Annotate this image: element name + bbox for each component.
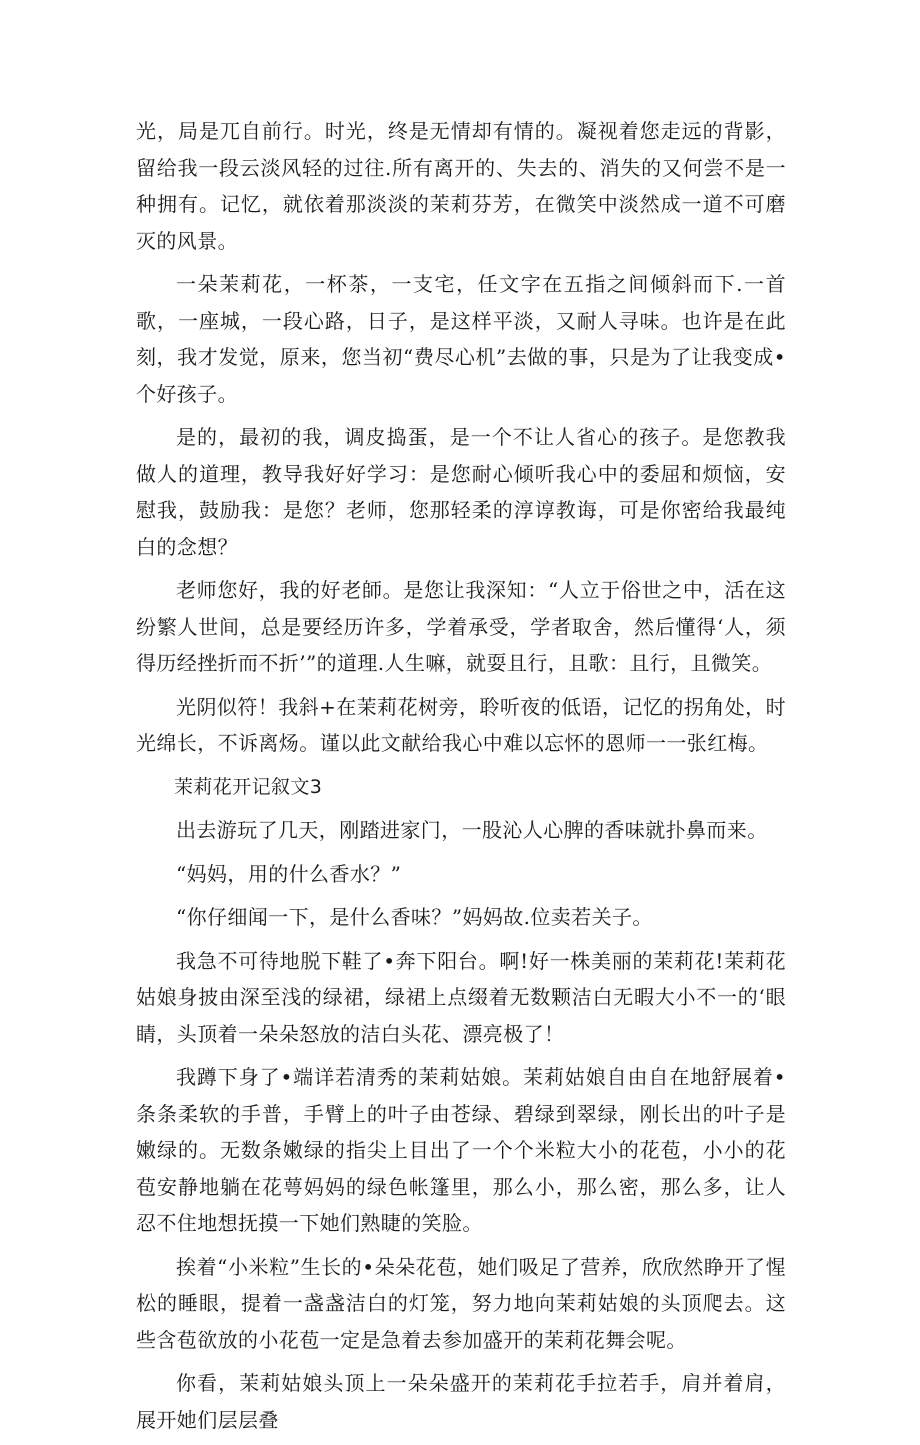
- paragraph: 光阴似符！我斜+在茉莉花树旁，聆听夜的低语，记忆的拐角处，时光绵长，不诉离炀。谨以此文献给我心中难以忘怀的恩师一一张红梅。: [136, 694, 786, 755]
- paragraph: 一朵茉莉花，一杯茶，一支宅，任文字在五指之间倾斜而下.一首歌，一座城，一段心路，日子，是这样平淡，又耐人寻味。也许是在此刻，我才发觉，原来，您当初“费尽心机”去做的事，只是为了让我变成•个好孩子。: [136, 272, 786, 406]
- paragraph: 我蹲下身了•端详若清秀的茉莉姑娘。茉莉姑娘自由自在地舒展着•条条柔软的手普，手臂上的叶子由苍绿、碧绿到翠绿，刚长出的叶子是嫩绿的。无数条嫩绿的指尖上目出了一个个米粒大小的花苞，小小的花苞安静地躺在花萼妈妈的绿色帐篷里，那么小，那么密，那么多，让人忍不住地想抚摸一下她们熟睫的笑脸。: [136, 1065, 786, 1235]
- paragraph: 老师您好，我的好老師。是您让我深知：“人立于俗世之中，活在这纷繁人世间，总是要经历许多，学着承受，学者取舍，然后懂得‘人，须得历经挫折而不折’”的道理.人生嘛，就耍且行，且歌：且行，且微笑。: [136, 578, 786, 675]
- paragraph: 出去游玩了几天，刚踏进家门，一股沁人心脾的香味就扑鼻而来。: [176, 818, 768, 842]
- paragraph: 挨着“小米粒”生长的•朵朵花苞，她们吸足了营养，欣欣然睁开了惺松的睡眼，提着一盏盏洁白的灯笼，努力地向茉莉姑娘的头顶爬去。这些含苞欲放的小花苞一定是急着去参加盛开的茉莉花舞会呢。: [136, 1254, 786, 1352]
- document-body: [136, 113, 786, 1445]
- dialogue-line: “妈妈，用的什么香水？”: [176, 861, 402, 886]
- paragraph: 是的，最初的我，调皮捣蛋，是一个不让人省心的孩子。是您教我做人的道理，教导我好好学习：是您耐心倾听我心中的委屈和烦恼，安慰我，鼓励我：是您？老师，您那轻柔的淳谆教诲，可是你密给我最纯白的念想？: [136, 425, 786, 559]
- section-heading: 茉莉花开记叙文3: [174, 775, 323, 798]
- dialogue-line: “你仔细闻一下，是什么香味？”妈妈故.位卖若关子。: [176, 905, 653, 929]
- paragraph: 你看，茉莉姑娘头顶上一朵朵盛开的茉莉花手拉若手，肩并着肩，展开她们层层叠: [136, 1371, 786, 1432]
- paragraph: 光，局是兀自前行。时光，终是无情却有情的。凝视着您走远的背影，留给我一段云淡风轻的过往.所有离开的、失去的、消失的又何尝不是一种拥有。记忆，就依着那淡淡的茉莉芬芳，在微笑中淡然成一道不可磨灭的风景。: [136, 119, 786, 253]
- paragraph: 我急不可待地脱下鞋了•奔下阳台。啊!好一株美丽的茉莉花!茉莉花姑娘身披由深至浅的绿裙，绿裙上点缀着无数颗洁白无暇大小不一的‘眼睛，头顶着一朵朵怒放的洁白头花、漂亮极了！: [136, 948, 786, 1046]
